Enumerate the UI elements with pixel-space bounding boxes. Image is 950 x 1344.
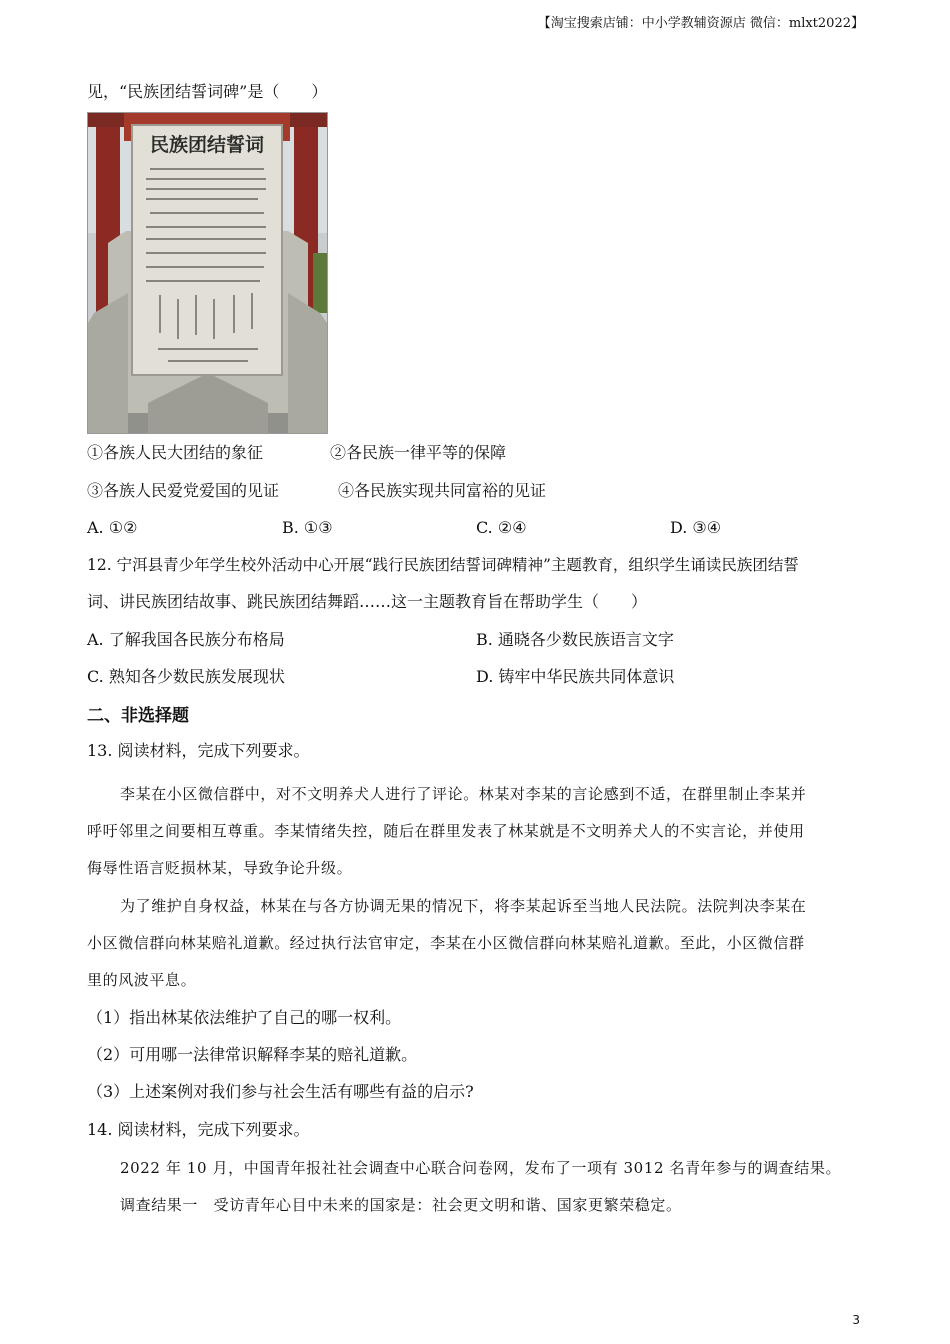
q11-option-b: B. ①③ [282,518,333,537]
q11-stem-tail: 见，“民族团结誓词碑”是（ ） [87,82,328,101]
q13-question-1: （1）指出林某依法维护了自己的哪一权利。 [87,1008,402,1027]
q12-option-b: B. 通晓各少数民族语言文字 [476,630,674,649]
page-header: 【淘宝搜索店铺：中小学教辅资源店 微信：mlxt2022】 [537,16,864,31]
q13-material-line: 小区微信群向林某赔礼道歉。经过执行法官审定，李某在小区微信群向林某赔礼道歉。至此，小区微信群 [87,934,805,952]
page-number: 3 [852,1313,860,1327]
q13-question-3: （3）上述案例对我们参与社会生活有哪些有益的启示? [87,1082,474,1101]
q12-option-a: A. 了解我国各民族分布格局 [87,630,285,649]
stele-title-text: 民族团结誓词 [149,134,265,156]
q11-statement-2: ②各民族一律平等的保障 [330,443,507,462]
q13-stem: 13. 阅读材料，完成下列要求。 [87,741,310,760]
q12-option-d: D. 铸牢中华民族共同体意识 [476,667,675,686]
q11-option-d: D. ③④ [670,518,722,537]
q13-material-line: 里的风波平息。 [87,971,197,989]
q13-question-2: （2）可用哪一法律常识解释李某的赔礼道歉。 [87,1045,418,1064]
stele-photo [87,112,328,434]
q13-material-line: 侮辱性语言贬损林某，导致争论升级。 [87,859,353,877]
q13-material-line: 为了维护自身权益，林某在与各方协调无果的情况下，将李某起诉至当地人民法院。法院判决李某在 [120,897,807,915]
q11-statement-1: ①各族人民大团结的象征 [87,443,264,462]
q14-stem: 14. 阅读材料，完成下列要求。 [87,1120,310,1139]
q11-statement-4: ④各民族实现共同富裕的见证 [338,481,547,500]
q11-option-c: C. ②④ [476,518,527,537]
q12-stem-line1: 12. 宁洱县青少年学生校外活动中心开展“践行民族团结誓词碑精神”主题教育，组织学生诵读民族团结誓 [87,556,799,574]
q11-statement-3: ③各族人民爱党爱国的见证 [87,481,280,500]
q13-material-line: 李某在小区微信群中，对不文明养犬人进行了评论。林某对李某的言论感到不适，在群里制止李某并 [120,785,807,803]
q12-option-c: C. 熟知各少数民族发展现状 [87,667,285,686]
q11-option-a: A. ①② [87,518,138,537]
q14-material-line: 2022 年 10 月，中国青年报社社会调查中心联合问卷网，发布了一项有 3012 名青年参与的调查结果。 [120,1159,842,1177]
stele-illustration [88,113,327,433]
section-title: 二、非选择题 [87,706,189,726]
q13-material-line: 呼吁邻里之间要相互尊重。李某情绪失控，随后在群里发表了林某就是不文明养犬人的不实言论，并使用 [87,822,805,840]
q12-stem-line2: 词、讲民族团结故事、跳民族团结舞蹈……这一主题教育旨在帮助学生（ ） [87,592,648,611]
q14-material-line: 调查结果一 受访青年心目中未来的国家是：社会更文明和谐、国家更繁荣稳定。 [120,1196,682,1214]
